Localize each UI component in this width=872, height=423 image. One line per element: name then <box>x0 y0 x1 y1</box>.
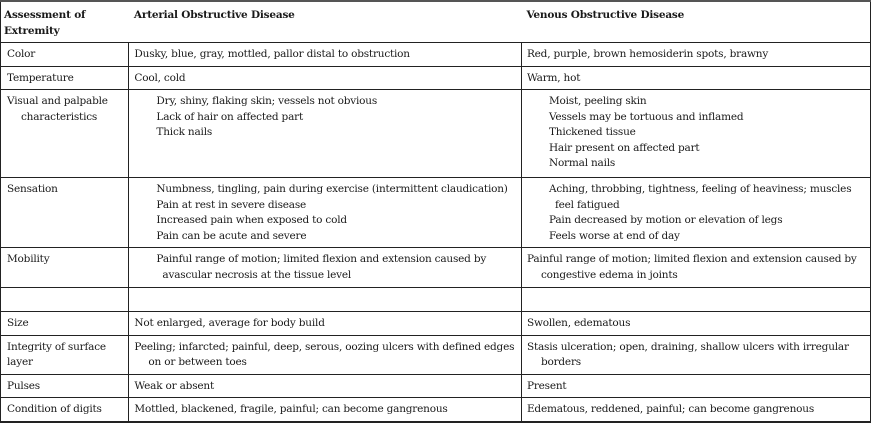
row-label <box>1 288 129 312</box>
row-label: Sensation <box>1 178 129 248</box>
arterial-item: Increased pain when exposed to cold <box>156 214 347 226</box>
arterial-item: Numbness, tingling, pain during exercise (intermittent claudication) <box>156 183 508 195</box>
row-label <box>1 90 129 178</box>
table-row <box>1 90 871 178</box>
arterial-cell <box>129 374 522 398</box>
arterial-item: Pain at rest in severe disease <box>156 198 307 211</box>
arterial-item: Cool, cold <box>134 71 186 84</box>
arterial-item: Dusky, blue, gray, mottled, pallor distal to obstruction <box>134 48 410 60</box>
arterial-cell <box>129 66 522 90</box>
row-label: Integrity of surface layer <box>1 335 129 374</box>
venous-cell <box>521 66 870 90</box>
row-label: Color <box>1 43 129 67</box>
row-label: Pulses <box>1 374 129 398</box>
venous-item: Present <box>526 379 567 392</box>
row-label: Temperature <box>1 66 129 90</box>
venous-item: Pain decreased by motion or elevation of legs <box>548 214 783 226</box>
venous-cell <box>521 335 870 374</box>
table-row <box>1 335 871 374</box>
arterial-item: Weak or absent <box>134 379 214 392</box>
venous-item: Red, purple, brown hemosiderin spots, brawny <box>526 48 769 60</box>
venous-item: Thickened tissue <box>548 126 636 138</box>
header-assessment: Assessment of Extremity <box>1 1 129 43</box>
venous-item: Vessels may be tortuous and inflamed <box>548 110 744 123</box>
arterial-cell <box>129 90 522 178</box>
row-label: Mobility <box>1 248 129 288</box>
row-label-text: Visual and palpable characteristics <box>7 95 108 123</box>
arterial-cell <box>129 335 522 374</box>
venous-item: Feels worse at end of day <box>548 229 680 242</box>
venous-item: Moist, peeling skin <box>548 95 647 107</box>
header-arterial: Arterial Obstructive Disease <box>129 1 522 43</box>
table-row <box>1 43 871 67</box>
arterial-item: Painful range of motion; limited flexion and extension caused by avascular necrosis at the tissue level <box>156 253 487 281</box>
arterial-cell <box>129 178 522 248</box>
venous-item: Painful range of motion; limited flexion and extension caused by congestive edema in joints <box>526 253 857 281</box>
table-row <box>1 398 871 422</box>
arterial-item: Not enlarged, average for body build <box>134 317 325 329</box>
header-venous: Venous Obstructive Disease <box>521 1 870 43</box>
arterial-item: Peeling; infarcted; painful, deep, serous, oozing ulcers with defined edges on or between toes <box>134 340 515 368</box>
table-row-empty <box>1 288 871 312</box>
venous-cell <box>521 90 870 178</box>
venous-item: Stasis ulceration; open, draining, shallow ulcers with irregular borders <box>526 340 849 368</box>
venous-cell <box>521 374 870 398</box>
arterial-item: Lack of hair on affected part <box>156 110 303 123</box>
venous-cell <box>521 43 870 67</box>
table-row <box>1 248 871 288</box>
arterial-item: Dry, shiny, flaking skin; vessels not obvious <box>156 95 378 107</box>
venous-item: Aching, throbbing, tightness, feeling of heaviness; muscles feel fatigued <box>548 183 852 211</box>
venous-item: Hair present on affected part <box>548 141 700 154</box>
arterial-item: Thick nails <box>156 126 213 138</box>
venous-item: Warm, hot <box>526 71 581 84</box>
arterial-cell <box>129 248 522 288</box>
table-row <box>1 312 871 336</box>
arterial-item: Mottled, blackened, fragile, painful; can become gangrenous <box>134 403 448 415</box>
table-row <box>1 374 871 398</box>
venous-cell <box>521 288 870 312</box>
arterial-cell <box>129 43 522 67</box>
venous-cell <box>521 312 870 336</box>
table-header-row <box>1 1 871 43</box>
venous-item: Normal nails <box>548 157 616 169</box>
table-row <box>1 66 871 90</box>
venous-cell <box>521 248 870 288</box>
table-row <box>1 178 871 248</box>
arterial-cell <box>129 312 522 336</box>
venous-item: Edematous, reddened, painful; can become gangrenous <box>526 403 815 415</box>
arterial-cell <box>129 398 522 422</box>
arterial-item: Pain can be acute and severe <box>156 229 307 242</box>
arterial-cell <box>129 288 522 312</box>
row-label: Size <box>1 312 129 336</box>
row-label: Condition of digits <box>1 398 129 422</box>
venous-cell <box>521 398 870 422</box>
venous-item: Swollen, edematous <box>526 317 631 329</box>
venous-cell <box>521 178 870 248</box>
